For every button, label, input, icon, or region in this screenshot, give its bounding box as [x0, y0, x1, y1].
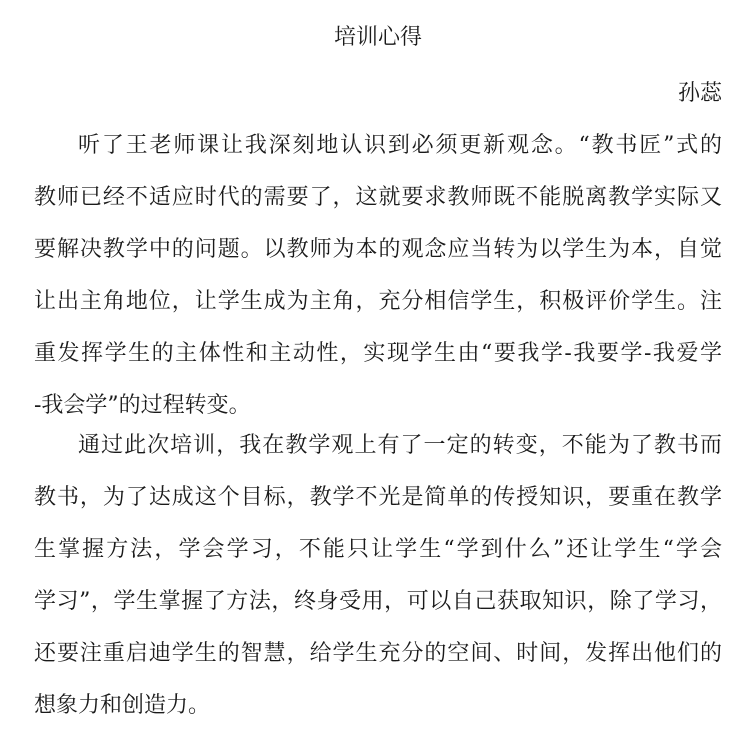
document-title: 培训心得 — [333, 25, 422, 50]
author-name: 孙蕊 — [677, 81, 722, 106]
text-line: 生掌握方法，学会学习，不能只让学生“学到什么”还让学生“学会 — [34, 537, 722, 562]
text-line: 学习”，学生掌握了方法，终身受用，可以自己获取知识，除了学习， — [34, 589, 722, 614]
paragraph-1 — [34, 120, 722, 432]
text-line: 要解决教学中的问题。以教师为本的观念应当转为以学生为本，自觉 — [34, 237, 722, 262]
text-line: 教书，为了达成这个目标，教学不光是简单的传授知识，要重在教学 — [34, 485, 722, 510]
text-line: 还要注重启迪学生的智慧，给学生充分的空间、时间，发挥出他们的 — [34, 641, 722, 666]
text-line: 让出主角地位，让学生成为主角，充分相信学生，积极评价学生。注 — [34, 289, 722, 314]
text-line: -我会学”的过程转变。 — [34, 393, 251, 418]
paragraph-2 — [34, 420, 722, 732]
text-line: 想象力和创造力。 — [34, 693, 211, 718]
text-line: 通过此次培训，我在教学观上有了一定的转变，不能为了教书而 — [78, 433, 722, 458]
text-line: 听了王老师课让我深刻地认识到必须更新观念。“教书匠”式的 — [78, 133, 722, 158]
text-line: 重发挥学生的主体性和主动性，实现学生由“要我学-我要学-我爱学 — [34, 341, 722, 366]
text-line: 教师已经不适应时代的需要了，这就要求教师既不能脱离教学实际又 — [34, 185, 722, 210]
